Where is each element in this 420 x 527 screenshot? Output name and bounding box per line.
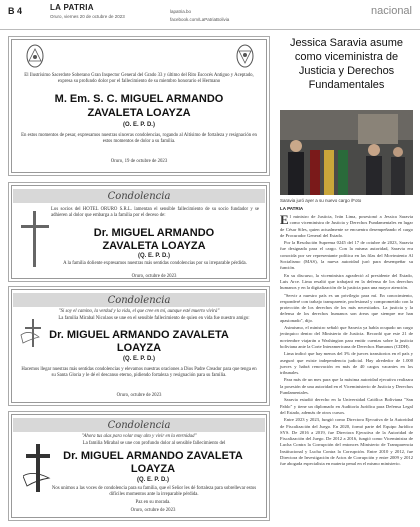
paragraph: Entre 2023 y 2023, fungió como Directora Ejecutiva de la Autoridad de Fiscalización del Juego. En 2020, formó parte del Equipo Jurídico SYS. De 2016 a 2019, fue Directora Ejecutiva de la Autoridad de Fiscalización del Juego. De 2012 a 2016, fungió como Viceministra de Lucha Contra la Corrupción del entonces Ministerio de Transparencia Institucional y Lucha Contra la Corrupción. Entre 2010 y 2012, fue Directora de Investigación de Actos de Corrupción y entre 2009 y 2012 fue abogada especialista en materia penal en el mismo ministerio. — [280, 417, 413, 467]
paragraph: Para más de un mes para que la máxima autoridad ejecutiva realizara la posesión de una autoridad en el Viceministerio de Justicia y Derechos Fundamentales. — [280, 377, 413, 396]
paragraph: Lima indicó que hay menos del 3% de jueces transitorios en el país y aseguró que existe independencia judicial. Hay alrededor de 1.000 jueces y habrá renovación en más de 40 cargos vacantes en los tribunales. — [280, 351, 413, 376]
photo-caption: Saravia juró ayer a su nuevo cargo /Foto — [280, 198, 362, 203]
condolence-heading: Condolencia — [107, 191, 171, 202]
obituary-masonic — [8, 36, 270, 176]
condolence-heading: Condolencia — [107, 420, 171, 431]
place-date: Oruro, octubre de 2023 — [131, 274, 177, 279]
deceased-name-line2: ZAVALETA LOAYZA — [87, 107, 191, 119]
oepd: (Q. E. P. D.) — [123, 356, 155, 362]
article-headline: Jessica Saravia asume como viceministra de Justicia y Derechos Fundamentales — [289, 37, 404, 91]
newspaper-logo: LA PATRIA — [50, 3, 94, 12]
deceased-name-line1: Dr. MIGUEL ARMANDO ZAVALETA — [49, 329, 229, 341]
obituary-closing: A la familia doliente expresamos nuestras más sentidas condolencias por su irreparable pérdida. — [63, 261, 247, 266]
obituary-intro: Los socios del HOTEL ORURO S.R.L. lamentan el sensible fallecimiento de su socio fundador y se adhieren al dolor que embarga a la familia por el deceso de: — [51, 207, 259, 219]
condolence-heading: Condolencia — [107, 295, 171, 306]
paragraph: El ministro de Justicia, Iván Lima, posesionó a Jessica Saravia como viceministra de Justicia y Derechos Fundamentales en lugar de César Siles, quien actualmente se encuentra desempeñando el cargo de Procurador General del Estado. — [280, 212, 413, 238]
facebook: facebook.com/LaPatriaBolivia — [170, 17, 230, 22]
paragraph: Saravia estudió derecho en la Universidad Católica Boliviana "San Pablo" y tiene un diplomado en Auditoría Jurídica para Defensa Legal del Estado, además de otros cursos. — [280, 397, 413, 415]
drop-cap: E — [280, 212, 289, 227]
photo-illustration — [280, 110, 413, 195]
deceased-name-line2: LOAYZA — [116, 342, 162, 354]
place-date: Oruro, octubre de 2023 — [116, 393, 162, 398]
page-header — [0, 0, 420, 30]
emblem-left-icon — [25, 43, 45, 69]
deceased-name-line1: M. Em. S. C. MIGUEL ARMANDO — [54, 93, 224, 105]
deceased-name-line1: Dr. MIGUEL ARMANDO — [93, 227, 215, 239]
obituary-closing: En estos momentos de pesar, expresamos nuestras sinceras condolencias, rogando al Altísimo de fortaleza y resignación en estos momentos de dolor a su familia. — [21, 133, 257, 145]
bible-quote: "Si soy el camino, la verdad y la vida, el que cree en mí, aunque esté muerto vivirá" — [58, 309, 220, 314]
obituary-intro: La familia Mirabal se une con profundo dolor al sensible fallecimiento del — [82, 441, 226, 446]
article-body — [280, 214, 413, 469]
page-number: B 4 — [8, 6, 23, 16]
oepd: (Q. E. P. D.) — [138, 253, 170, 259]
obituary-intro: El Ilustrísimo Sacerdote Soberano Gran Inspector General del Grado 33 y último del Rito Escocés Antiguo y Aceptado, expresa su profundo dolor por el fallecimiento de su miembro honorario el Hermano — [24, 73, 254, 85]
place-date: Oruro, octubre de 2023 — [130, 508, 176, 513]
website: lapatria.bo — [170, 9, 192, 14]
paragraph: "Servir a nuestro país es un privilegio para mí. En conocimiento, responderé con trabajo transparente, profesional y comprometido con la protección de los derechos de los más necesitados. La justicia y la defensa de los derechos humanos son áreas que siempre me han apasionado", dijo. — [280, 292, 413, 323]
obituary-closing: Nos unimos a las voces de condolencia para su familia, que el Señor les dé fortaleza para sobrellevar estos difíciles momentos ante la irreparable pérdida. — [51, 486, 257, 498]
paragraph: Por la Resolución Suprema 0245 del 17 de octubre de 2023, Saravia fue designada para el cargo. Con la misma autoridad, Saravia era conocida por ser representante política en las filas del Movimiento Al Socialismo (MAS), la nueva autoridad juró para desempeñar su función. — [280, 240, 413, 271]
obituary-family-mirabal — [8, 411, 270, 521]
obituary-hotel — [8, 182, 270, 282]
section-label: nacional — [371, 5, 412, 17]
photo-credit: LA PATRIA — [280, 206, 304, 211]
prayer: Paz en su morada. — [135, 500, 171, 505]
paragraph: Asimismo, el ministro señaló que Saravia ya había ocupado un cargo jerárquico dentro del Ministerio de Justicia. Recordó que este 21 de noviembre viajarán a Washington para emitir cuentas sobre la justicia boliviana ante la Corte Interamericana de Derechos Humanos (CIDH). — [280, 325, 413, 349]
article-photo — [280, 110, 413, 195]
issue-date: Oruro, viernes 20 de octubre de 2023 — [50, 14, 125, 19]
oepd: (O. E. P. D.) — [123, 122, 155, 128]
deceased-name-line1: Dr. MIGUEL ARMANDO ZAVALETA — [63, 450, 243, 462]
obituary-family-nicolaos — [8, 286, 270, 406]
deceased-name-line2: ZAVALETA LOAYZA — [102, 240, 206, 252]
obituary-frame — [11, 39, 267, 173]
deceased-name-line2: LOAYZA — [130, 463, 176, 475]
oepd: (Q. E. P. D.) — [137, 477, 169, 483]
obituary-closing: Hacemos llegar nuestras más sentidas condolencias y elevamos nuestras oraciones a Dios Padre Creador para que tenga en su Santa Gloria y le dé el descanso eterno, pidiendo fortaleza y resignación para su familia. — [21, 367, 257, 379]
quote: "Ahora tus alas para volar muy alto y vivir en la eternidad" — [81, 434, 197, 439]
emblem-right-icon — [235, 43, 255, 69]
place-date: Oruro, 19 de octubre de 2023 — [110, 159, 168, 164]
paragraph: En su discurso, la viceministra agradeció al presidente del Estado, Luis Arce. Lima resaltó que trabajará en la defensa de los derechos humanos y en la digitalización de la justicia para una mayor atención. — [280, 272, 413, 291]
obituary-intro: La familia Mirabal Nicolaos se une en el sensible fallecimiento de quien en vida fue nuestro amigo: — [58, 316, 250, 321]
